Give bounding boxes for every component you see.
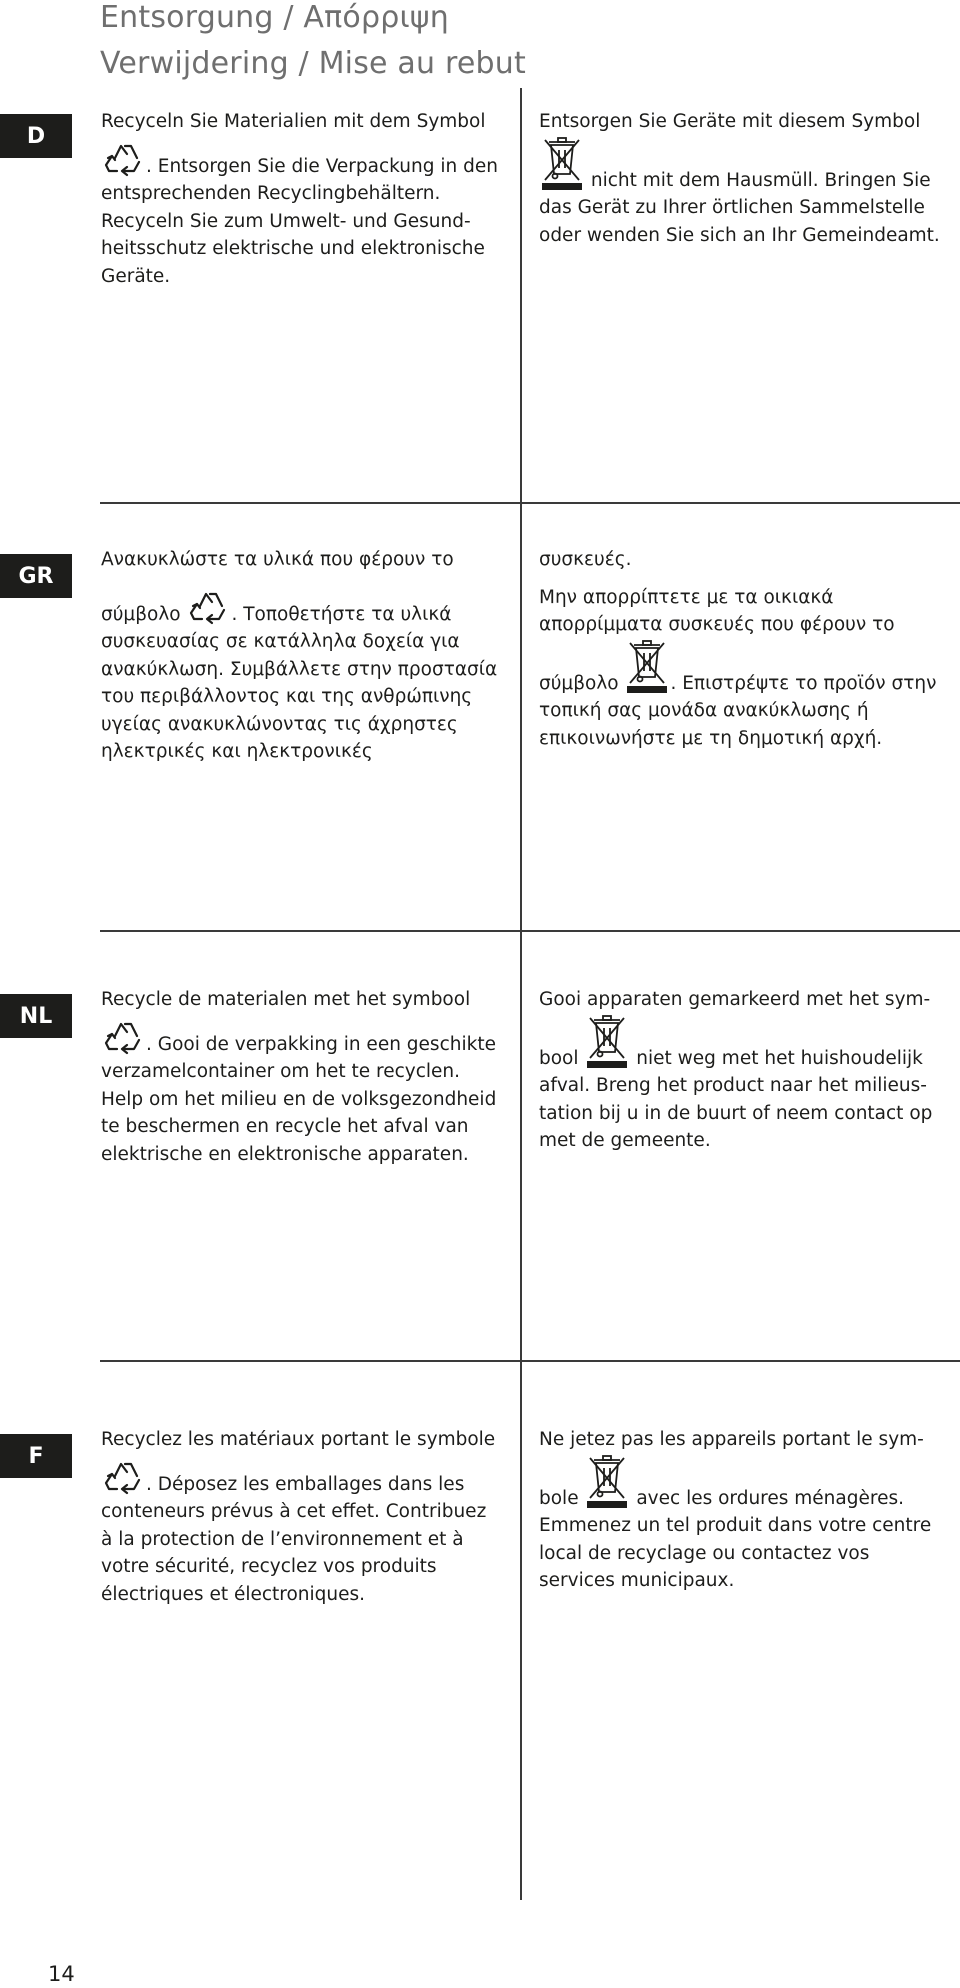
recycling-text-gr-symbol-word: σύμβολο (101, 603, 187, 625)
recycle-arrows-icon (101, 1454, 145, 1496)
language-badge-gr: GR (0, 554, 72, 598)
recycling-text-fr-line1: Recyclez les matériaux portant le symbole (101, 1429, 496, 1450)
recycling-text-gr-line1: Ανακυκλώστε τα υλικά που φέρουν το (101, 549, 454, 570)
disposal-text-de-rest: nicht mit dem Hausmüll. Bringen Sie das Gerät zu Ihrer örtlichen Sammelstelle oder wenden Sie sich an Ihr Gemeindeamt. (539, 169, 940, 246)
disposal-text-nl-rest: niet weg met het huishoudelijk afval. Breng het product naar het milieustation bij u in de buurt of neem contact op met de gemeente. (539, 1047, 933, 1151)
recycling-text-de-rest: . Entsorgen Sie die Verpackung in den entsprechenden Recyclingbehältern. Recyceln Sie zum Umwelt- und Gesundheitsschutz elektrische und elektronische Geräte. (101, 155, 498, 287)
disposal-text-gr-continuation: συσκευές. (539, 549, 632, 570)
crossed-out-wheelie-bin-icon (584, 1014, 630, 1068)
recycle-arrows-icon (101, 136, 145, 178)
disposal-text-de-line1: Entsorgen Sie Geräte mit diesem Symbol (539, 111, 921, 132)
disposal-text-fr-rest: avec les ordures ménagères. Emmenez un tel produit dans votre centre local de recyclage ou contactez vos services municipaux. (539, 1487, 932, 1591)
crossed-out-wheelie-bin-icon (624, 639, 670, 693)
language-badge-nl: NL (0, 994, 72, 1038)
language-badge-fr: F (0, 1434, 72, 1478)
crossed-out-wheelie-bin-icon (539, 136, 585, 190)
recycling-text-gr-rest: . Τοποθετήστε τα υλικά συσκευασίας σε κατάλληλα δοχεία για ανακύκλωση. Συμβάλλετε στην προστασία του περιβάλλοντος και της ανθρώπινης υγείας ανακυκλώνοντας τις άχρηστες ηλεκτρικές και ηλεκτρονικές (101, 603, 498, 762)
recycling-text-gr (101, 546, 501, 766)
disposal-text-de (539, 108, 949, 249)
disposal-text-gr (539, 546, 949, 752)
page-number: 14 (48, 1962, 75, 1986)
recycling-text-de (101, 108, 501, 290)
recycling-text-nl-line1: Recycle de materialen met het symbool (101, 989, 471, 1010)
recycling-text-fr (101, 1426, 501, 1608)
recycle-arrows-icon (186, 584, 230, 626)
recycling-text-fr-rest: . Déposez les emballages dans les conteneurs prévus à cet effet. Contribuez à la protection de l’environnement et à votre sécurité, recyclez vos produits électriques et électroniques. (101, 1473, 487, 1605)
recycling-text-de-line1: Recyceln Sie Materialien mit dem Symbol (101, 111, 486, 132)
disposal-text-fr (539, 1426, 949, 1595)
disposal-text-nl-line1: Gooi apparaten gemarkeerd met het sym- (539, 989, 931, 1010)
recycle-arrows-icon (101, 1014, 145, 1056)
language-badge-de: D (0, 114, 72, 158)
section-divider (100, 502, 960, 504)
disposal-text-gr-symbol-word: σύμβολο (539, 672, 625, 694)
column-divider (520, 88, 522, 1900)
disposal-text-gr-rest: . Επιστρέψτε το προϊόν στην τοπική σας μονάδα ανακύκλωσης ή επικοινωνήστε με τη δημοτική αρχή. (539, 672, 937, 749)
section-divider (100, 1360, 960, 1362)
section-divider (100, 930, 960, 932)
page-title-line-1: Entsorgung / Απόρριψη (100, 0, 449, 35)
disposal-text-gr-line1: Μην απορρίπτετε με τα οικιακά απορρίμματα συσκευές που φέρουν το (539, 586, 895, 635)
disposal-text-nl (539, 986, 949, 1155)
page-title-line-2: Verwijdering / Mise au rebut (100, 46, 526, 81)
recycling-text-nl (101, 986, 501, 1168)
crossed-out-wheelie-bin-icon (584, 1454, 630, 1508)
disposal-text-fr-line1: Ne jetez pas les appareils portant le sym- (539, 1429, 924, 1450)
disposal-text-nl-symbol-word: bool (539, 1047, 585, 1069)
disposal-text-fr-symbol-word: bole (539, 1487, 585, 1509)
recycling-text-nl-rest: . Gooi de verpakking in een geschikte verzamelcontainer om het te recyclen. Help om het milieu en de volksgezondheid te beschermen en recycle het afval van elektrische en elektronische apparaten. (101, 1033, 497, 1165)
